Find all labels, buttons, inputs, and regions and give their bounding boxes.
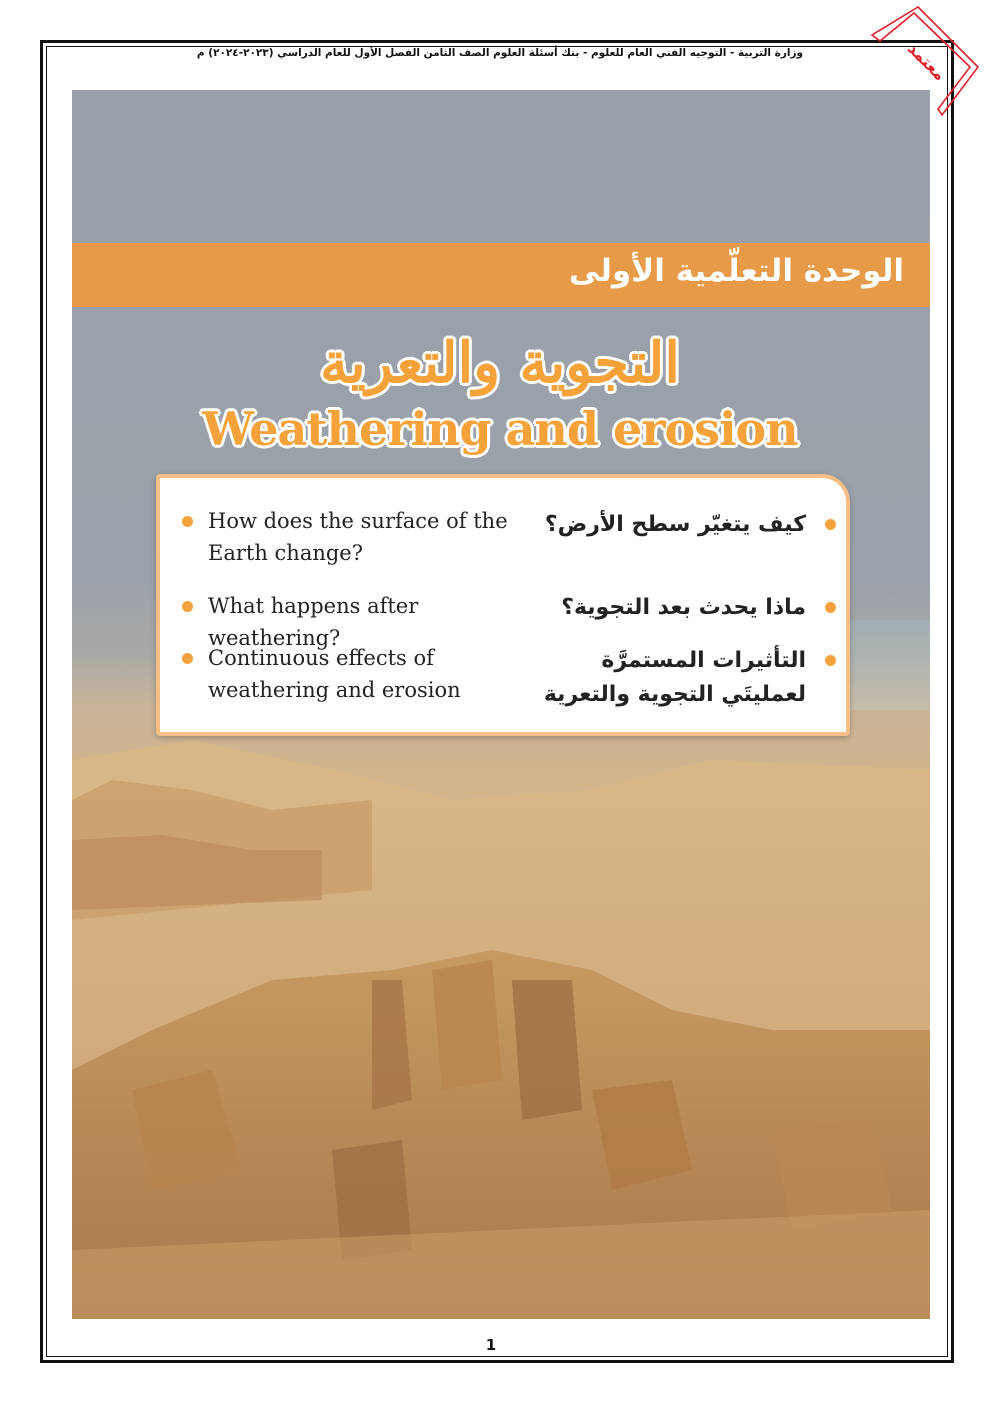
page-number: 1 <box>485 1336 497 1354</box>
bullet-icon <box>182 601 193 612</box>
title-arabic: التجوية والتعرية <box>320 330 680 396</box>
bullet-icon <box>825 655 836 666</box>
bullet-icon <box>825 519 836 530</box>
document-header: وزارة التربية - التوجيه الفني العام للعلوم - بنك أسئلة العلوم الصف الثامن الفصل الأول للعام الدراسي (٢٠٢٣-٢٠٢٤) م <box>196 47 804 59</box>
bullet-icon <box>825 602 836 613</box>
bullet-icon <box>182 653 193 664</box>
rock-landscape <box>72 650 930 1319</box>
question-ar-2: ماذا يحدث بعد التجوية؟ <box>506 591 806 625</box>
stamp-text: معتمد <box>903 38 950 85</box>
question-en-2: What happens after weathering? <box>208 590 553 654</box>
question-en-3: Continuous effects of weathering and erosion <box>208 642 508 706</box>
bullet-icon <box>182 516 193 527</box>
question-ar-1: كيف يتغيّر سطح الأرض؟ <box>506 508 806 542</box>
unit-label: الوحدة التعلّمية الأولى <box>568 253 904 289</box>
question-en-1: How does the surface of the Earth change? <box>208 505 538 569</box>
title-english: Weathering and erosion <box>202 402 798 456</box>
question-ar-3: التأثيرات المستمرَّة لعمليتَي التجوية والتعرية <box>536 644 806 712</box>
